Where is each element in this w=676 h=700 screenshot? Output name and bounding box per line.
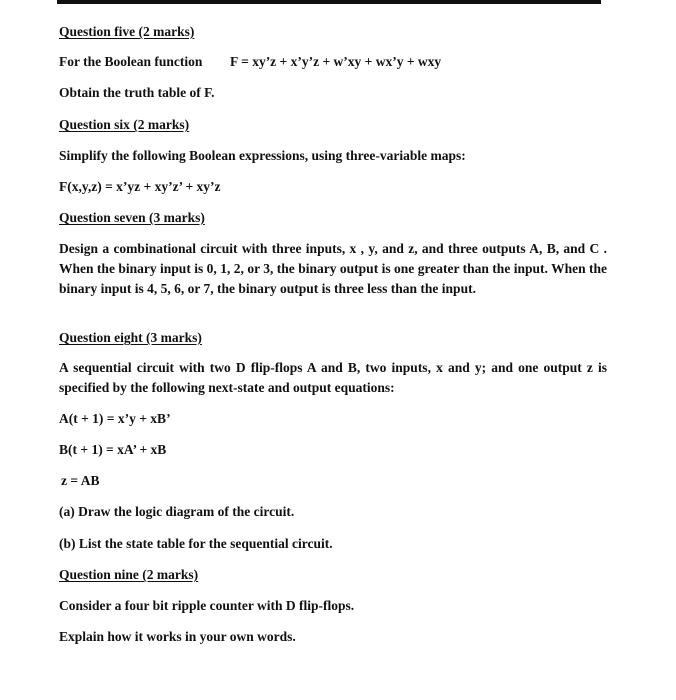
q8-equation-a: A(t + 1) = x’y + xB’: [59, 411, 171, 426]
q5-function-line: [59, 53, 441, 71]
q8-part-b: (b) List the state table for the sequential circuit.: [59, 536, 333, 551]
q8-heading: Question eight (3 marks): [59, 330, 202, 345]
q8-part-a: (a) Draw the logic diagram of the circuit.: [59, 504, 295, 519]
q8-body: A sequential circuit with two D flip-flops A and B, two inputs, x and y; and one output z is specified by the following next-state and output equations:: [59, 360, 607, 395]
q7-body: Design a combinational circuit with three inputs, x , y, and z, and three outputs A, B, and C . When the binary input is 0, 1, 2, or 3, the binary output is one greater than the input. When the binary input is 4, 5, 6, or 7, the binary output is three less than the input.: [59, 241, 607, 296]
q6-heading: Question six (2 marks): [59, 117, 190, 132]
q7-heading: Question seven (3 marks): [59, 210, 205, 225]
top-rule: [57, 0, 601, 4]
q9-line2: Explain how it works in your own words.: [59, 629, 296, 644]
q5-heading: Question five (2 marks): [59, 24, 195, 39]
q5-function-expr: F = xy’z + x’y’z + w’xy + wx’y + wxy: [230, 54, 442, 69]
q5-function-label: For the Boolean function: [59, 54, 203, 69]
q5-instruction: Obtain the truth table of F.: [59, 85, 215, 100]
q8-equation-b: B(t + 1) = xA’ + xB: [59, 442, 167, 457]
q6-expression: F(x,y,z) = x’yz + xy’z’ + xy’z: [59, 179, 221, 194]
q8-equation-z: z = AB: [61, 473, 100, 488]
q6-instruction: Simplify the following Boolean expressions, using three-variable maps:: [59, 148, 466, 163]
q9-line1: Consider a four bit ripple counter with D flip-flops.: [59, 598, 355, 613]
q9-heading: Question nine (2 marks): [59, 567, 199, 582]
